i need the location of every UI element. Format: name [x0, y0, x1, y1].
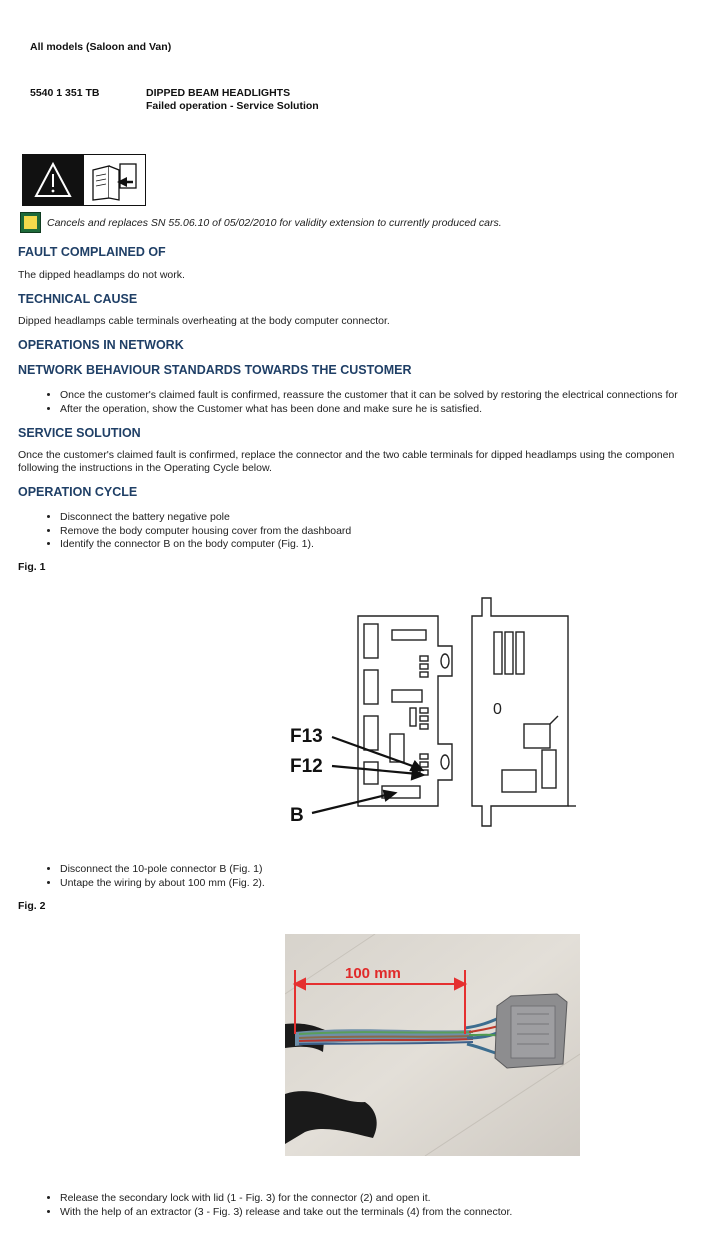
notice-text: Cancels and replaces SN 55.06.10 of 05/02/2010 for validity extension to currently produced cars. [47, 216, 502, 229]
after-fig1-list [0, 863, 265, 890]
fig1-f12-label: F12 [290, 756, 323, 777]
fig2-label: Fig. 2 [18, 900, 46, 912]
cycle-list [0, 511, 351, 552]
service-code: 5540 1 351 TB [30, 87, 100, 99]
list-item: • Disconnect the 10-pole connector B (Fig. 1) [60, 863, 265, 877]
list-item: • After the operation, show the Customer what has been done and make sure he is satisfied. [60, 403, 678, 417]
ops-heading: OPERATIONS IN NETWORK [18, 338, 184, 352]
warning-box [22, 154, 146, 206]
list-item: • With the help of an extractor (3 - Fig. 3) release and take out the terminals (4) from the connector. [60, 1206, 512, 1220]
fault-text: The dipped headlamps do not work. [18, 269, 185, 281]
solution-heading: SERVICE SOLUTION [18, 426, 141, 440]
list-item: • Remove the body computer housing cover from the dashboard [60, 525, 351, 539]
list-item: • Once the customer's claimed fault is confirmed, reassure the customer that it can be solved by restoring the electrical connections for [60, 389, 678, 403]
doc-subtitle: Failed operation - Service Solution [146, 100, 319, 112]
fig2-photo [285, 934, 580, 1156]
after-fig2-list [0, 1192, 512, 1219]
warning-triangle-icon [23, 155, 83, 205]
fig1-zero-label: 0 [493, 701, 502, 718]
cycle-heading: OPERATION CYCLE [18, 485, 138, 499]
network-list [0, 389, 678, 416]
fig1-label: Fig. 1 [18, 561, 46, 573]
solution-text-line1: Once the customer's claimed fault is confirmed, replace the connector and the two cable terminals for dipped headlamps using the componen [18, 449, 675, 461]
cause-text: Dipped headlamps cable terminals overheating at the body computer connector. [18, 315, 390, 327]
solution-text-line2: following the instructions in the Operating Cycle below. [18, 462, 272, 474]
models-label: All models (Saloon and Van) [30, 41, 172, 53]
cause-heading: TECHNICAL CAUSE [18, 292, 138, 306]
notice-icon [20, 212, 41, 233]
doc-title: DIPPED BEAM HEADLIGHTS [146, 87, 291, 99]
list-item: • Release the secondary lock with lid (1 - Fig. 3) for the connector (2) and open it. [60, 1192, 512, 1206]
fig1-diagram [280, 594, 580, 834]
fig1-f13-label: F13 [290, 726, 323, 747]
service-manual-icon [83, 155, 145, 205]
notice-row [20, 212, 502, 233]
list-item: • Identify the connector B on the body computer (Fig. 1). [60, 538, 351, 552]
list-item: • Untape the wiring by about 100 mm (Fig. 2). [60, 877, 265, 891]
fig2-measure-label: 100 mm [345, 965, 401, 982]
network-heading: NETWORK BEHAVIOUR STANDARDS TOWARDS THE CUSTOMER [18, 363, 412, 377]
fault-heading: FAULT COMPLAINED OF [18, 245, 166, 259]
list-item: • Disconnect the battery negative pole [60, 511, 351, 525]
fig1-b-label: B [290, 805, 304, 826]
